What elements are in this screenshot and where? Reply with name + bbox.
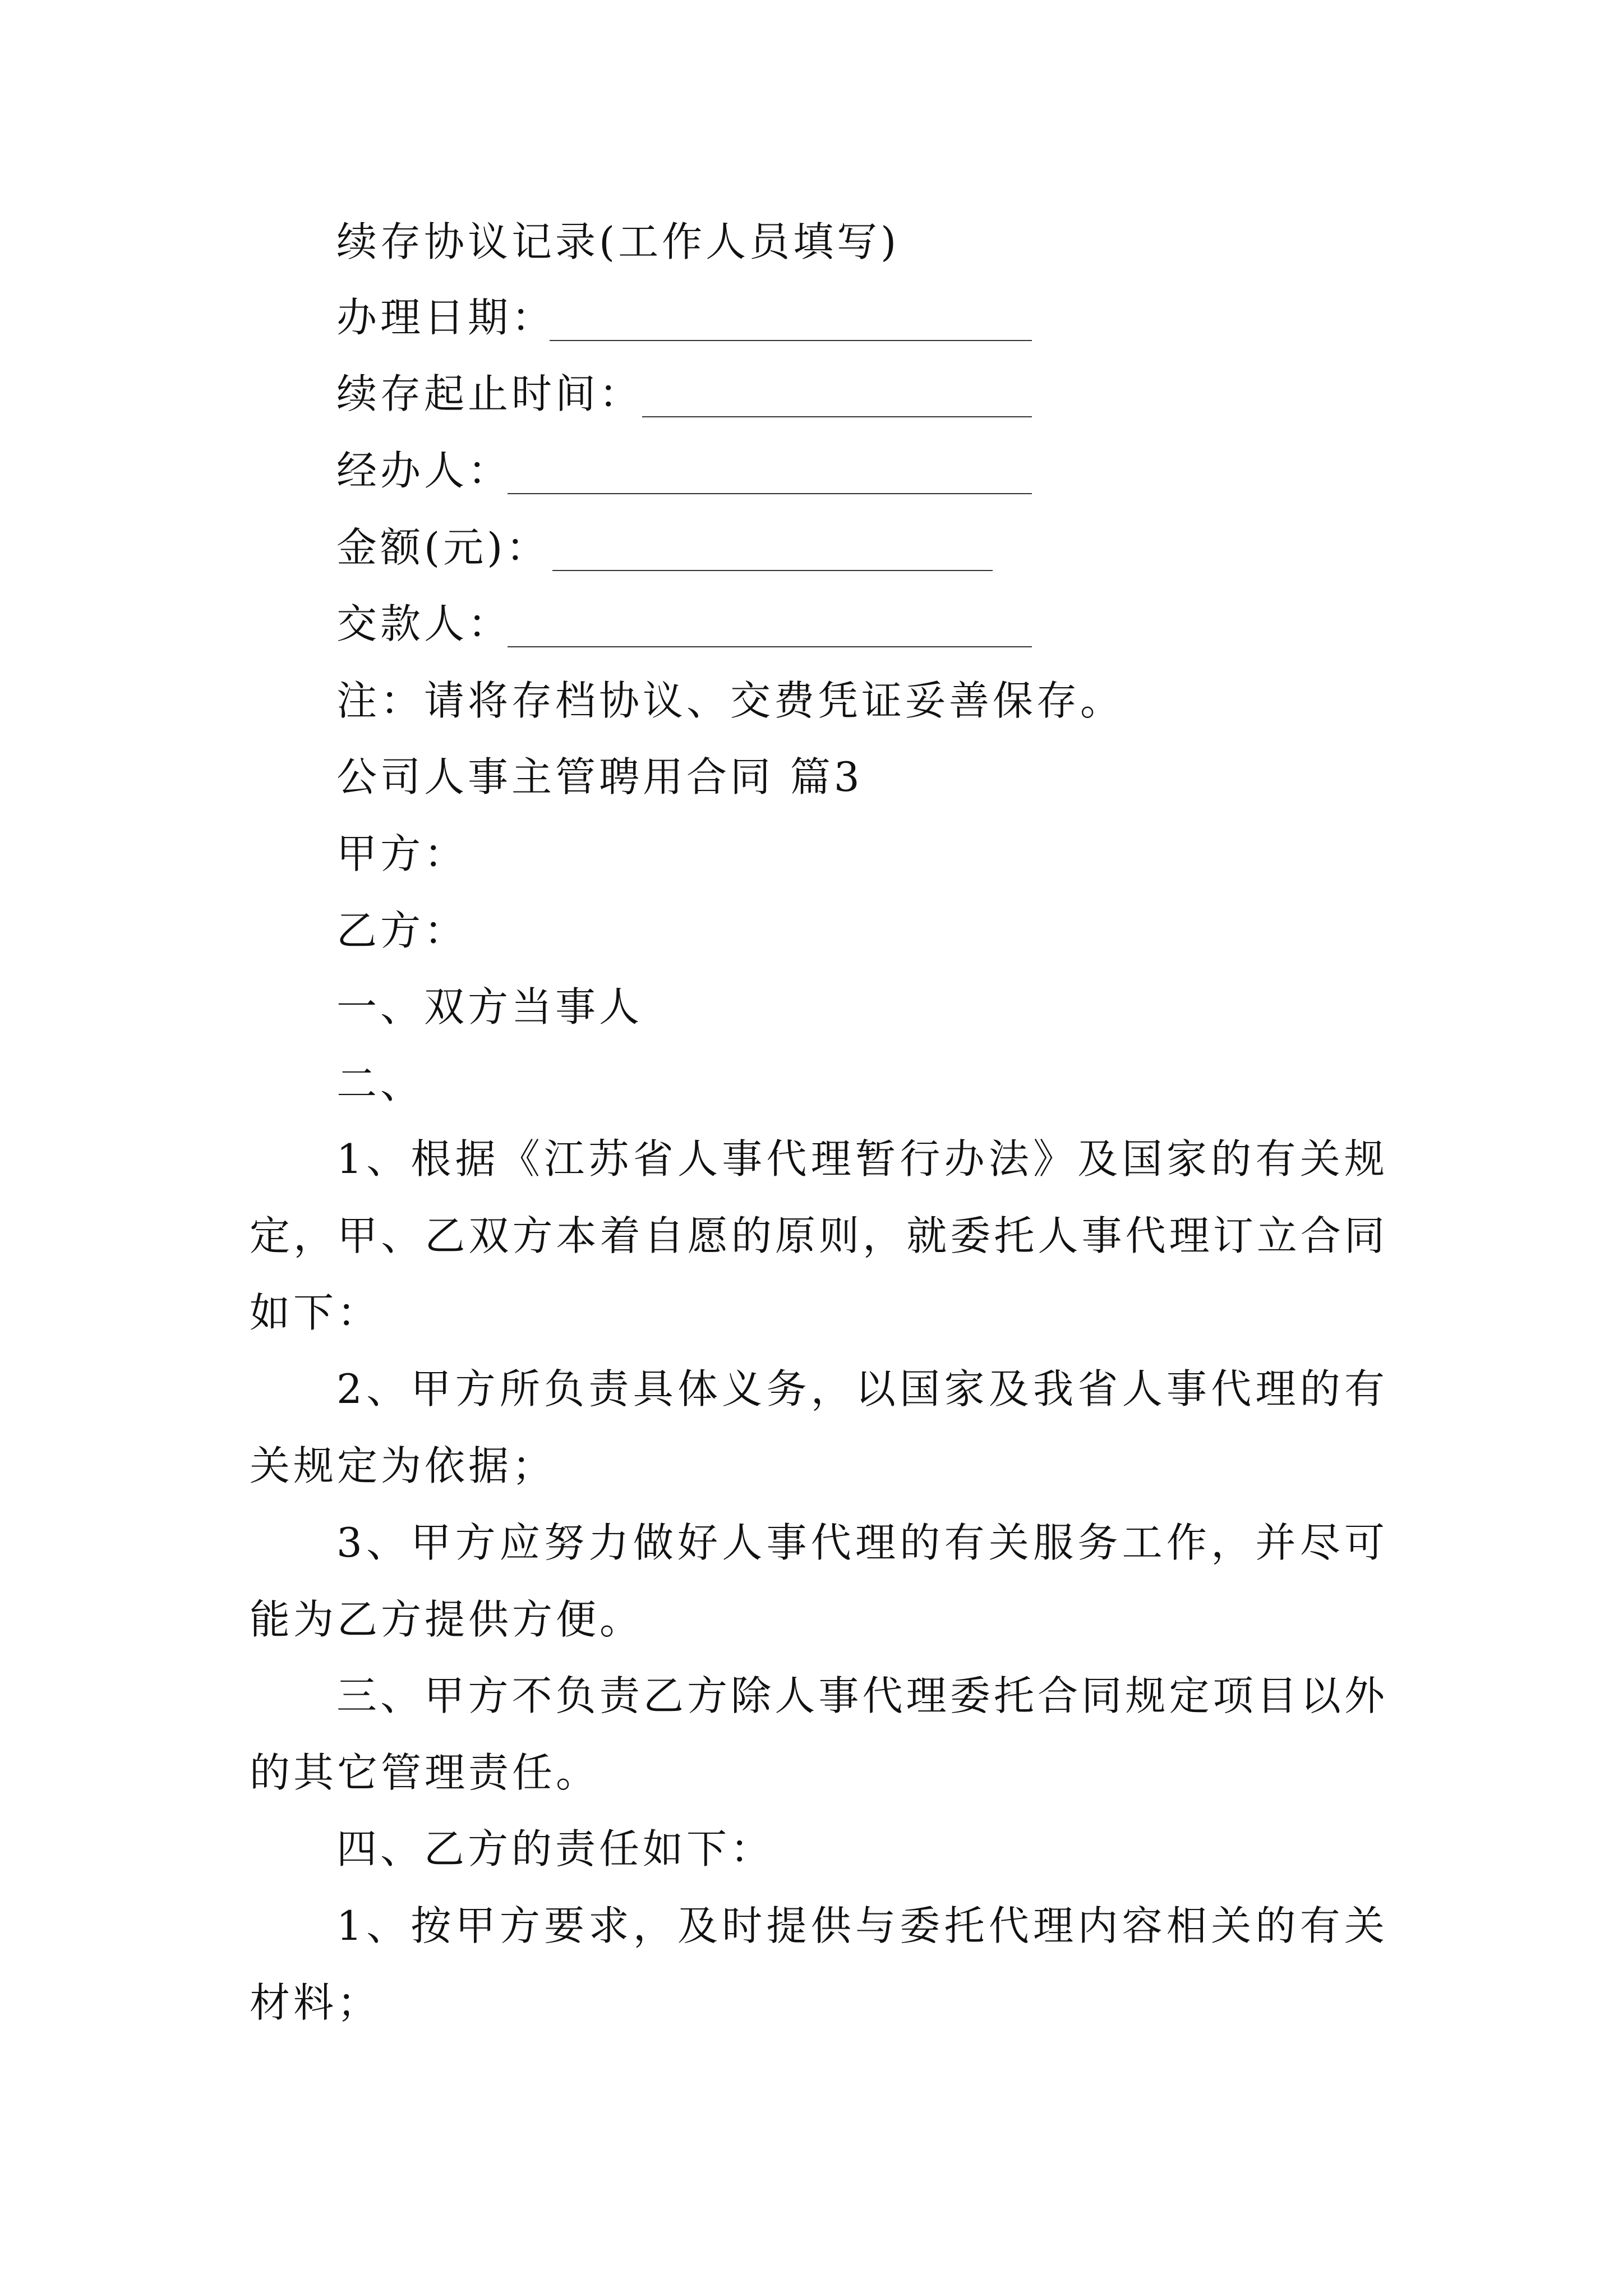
field-renewal-period [336,370,643,417]
section-2-heading: 二、 [336,1060,425,1107]
section-3-paragraph: 三、甲方不负责乙方除人事代理委托合同规定项目以外的其它管理责任。 [250,1672,1388,1796]
blank-line-renewal-period[interactable] [642,416,1032,417]
field-processing-date [336,294,556,341]
section-2-item-2: 2、甲方所负责具体义务，以国家及我省人事代理的有关规定为依据； [250,1365,1388,1489]
contract-heading: 公司人事主管聘用合同 篇3 [336,753,863,800]
section-2-item-1: 1、根据《江苏省人事代理暂行办法》及国家的有关规定，甲、乙双方本着自愿的原则，就委托人事代理订立合同如下： [250,1135,1388,1336]
form-title: 续存协议记录(工作人员填写) [336,218,900,265]
party-b-label: 乙方： [336,907,468,954]
form-note: 注：请将存档协议、交费凭证妥善保存。 [336,677,1124,724]
field-label: 经办人： [336,447,512,494]
section-1-heading: 一、双方当事人 [336,983,643,1030]
blank-line-handler[interactable] [508,493,1032,494]
blank-line-processing-date[interactable] [550,340,1032,341]
field-label: 金额(元)： [336,524,550,571]
blank-line-payer[interactable] [508,646,1032,647]
field-label: 交款人： [336,600,512,647]
party-a-label: 甲方： [336,830,468,877]
blank-line-amount[interactable] [552,570,993,571]
field-label: 续存起止时间： [336,370,643,417]
field-label: 办理日期： [336,294,556,341]
section-2-item-3: 3、甲方应努力做好人事代理的有关服务工作，并尽可能为乙方提供方便。 [250,1519,1388,1643]
section-4-heading: 四、乙方的责任如下： [336,1825,774,1872]
field-amount [336,524,550,571]
section-4-item-1: 1、按甲方要求，及时提供与委托代理内容相关的有关材料； [250,1902,1388,2026]
field-payer [336,600,512,647]
field-handler [336,447,512,494]
